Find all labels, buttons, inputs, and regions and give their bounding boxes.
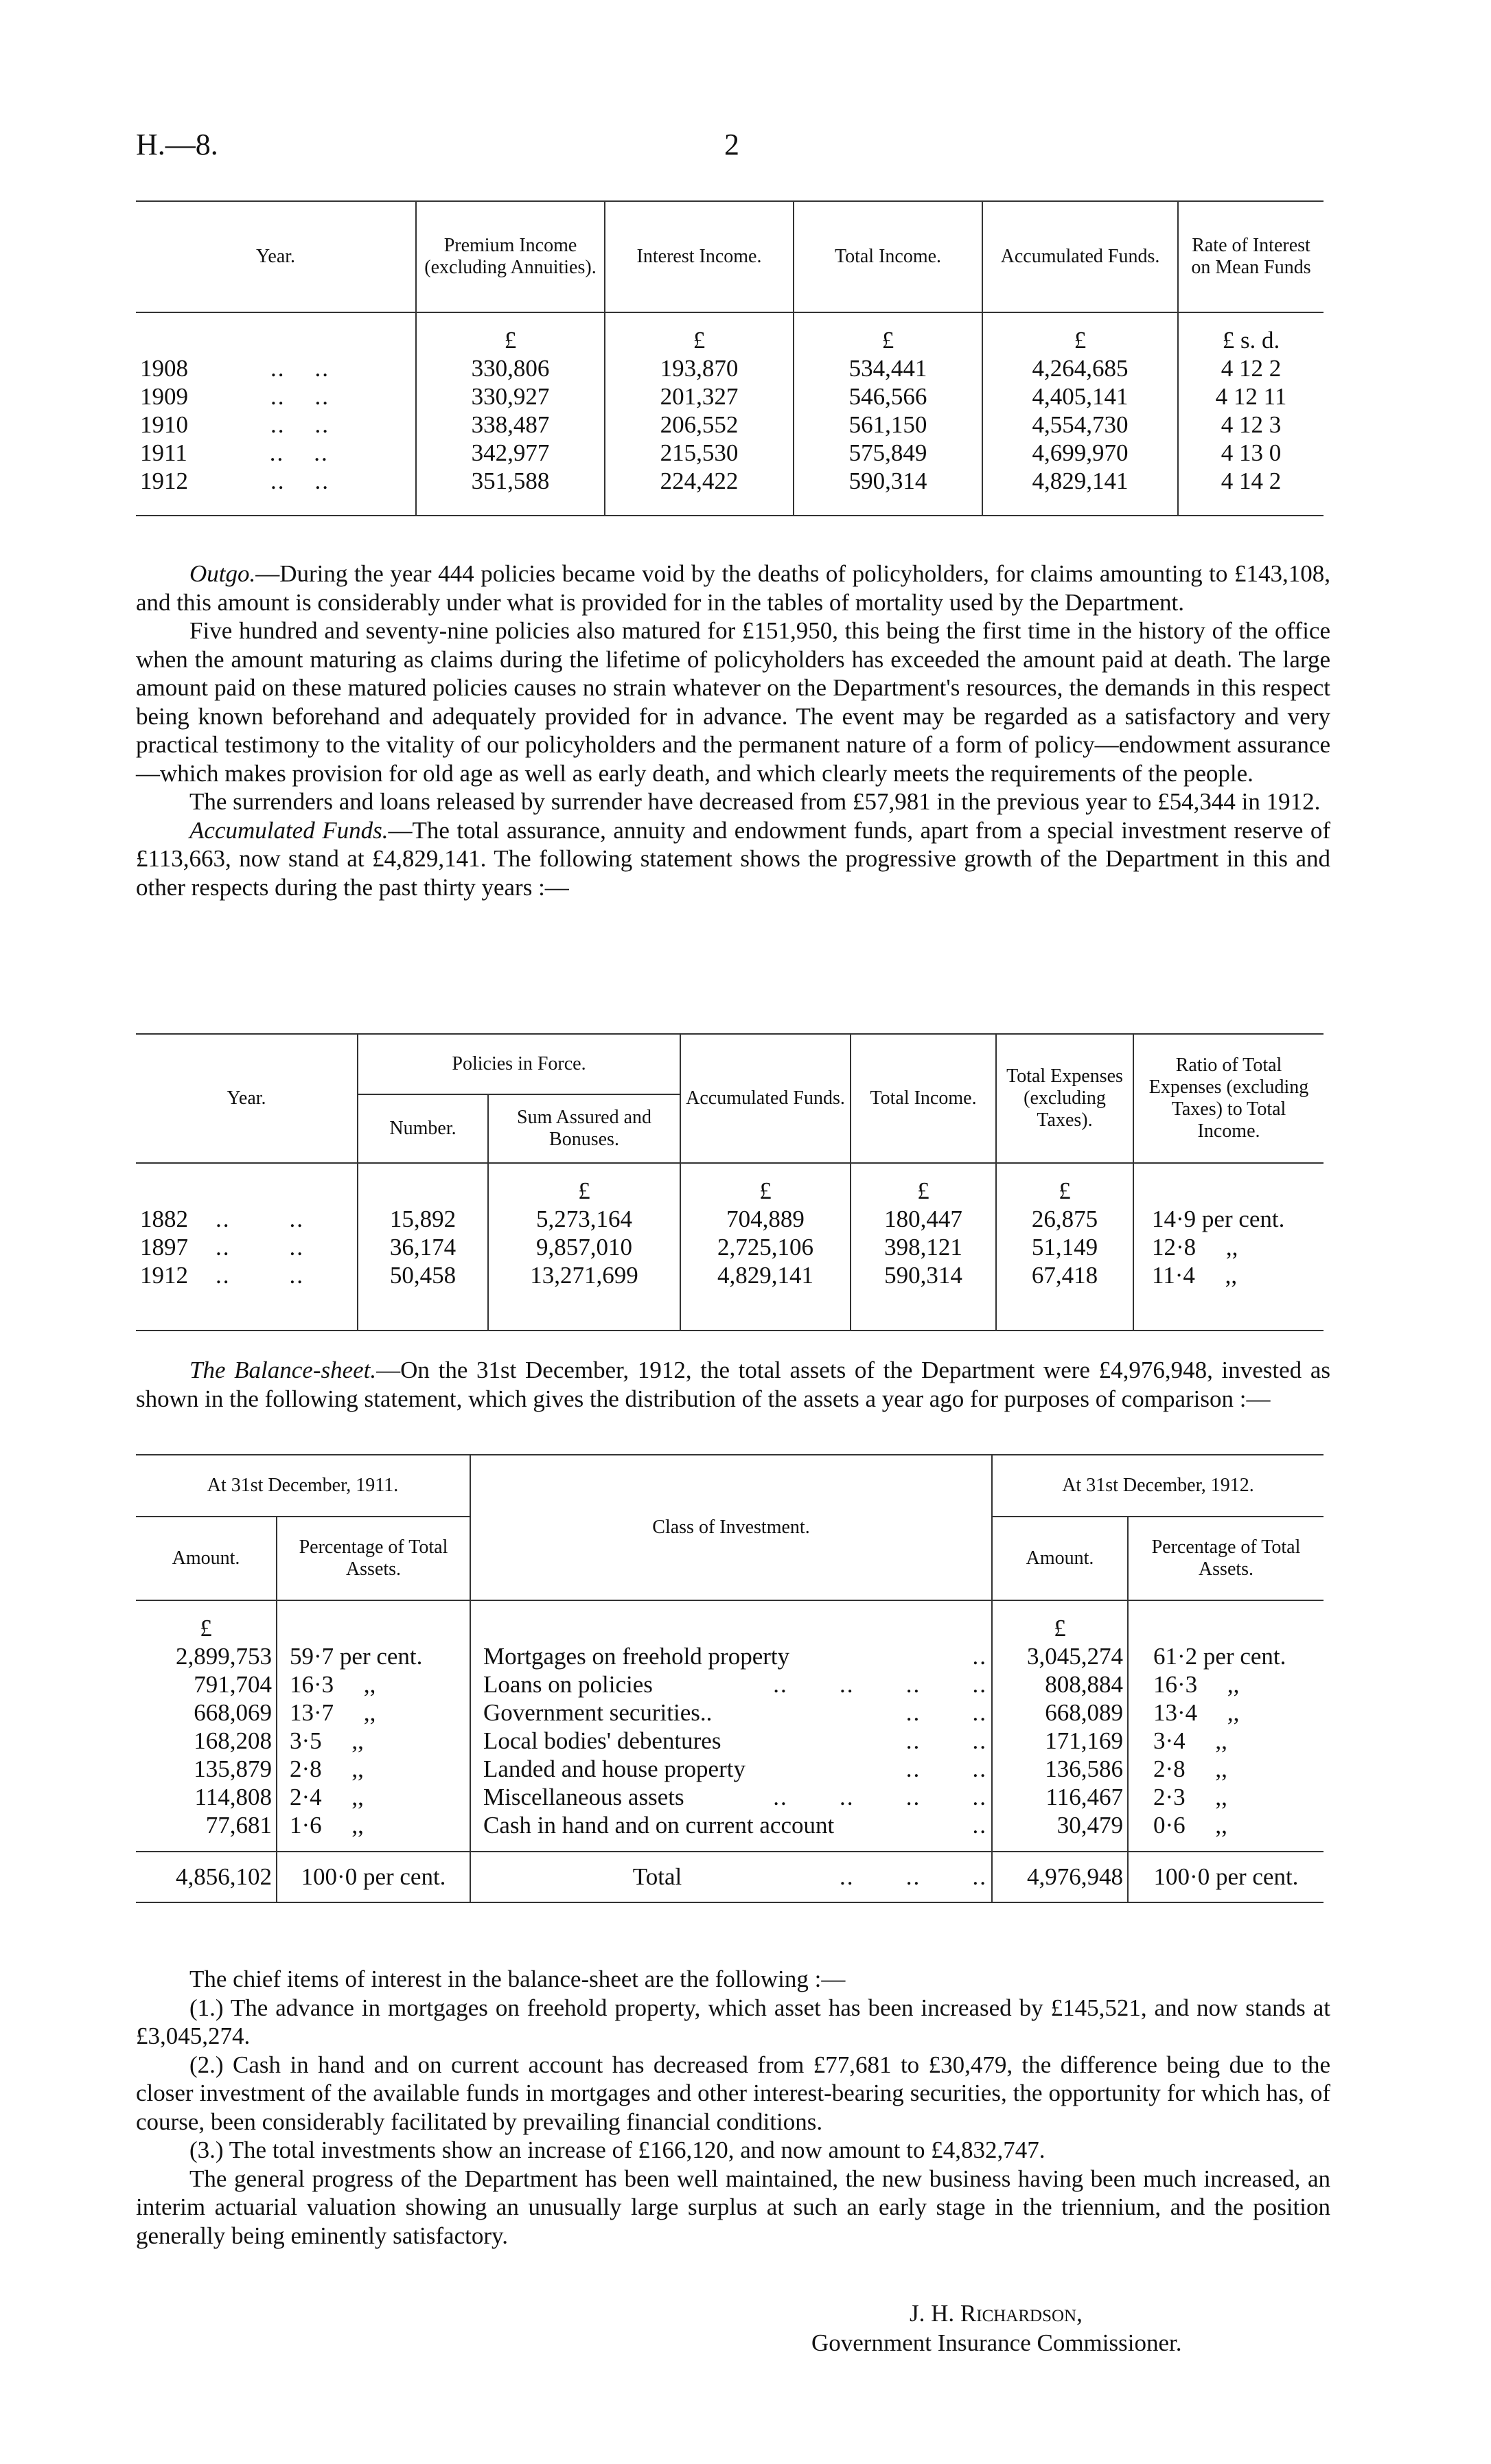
expenses-cell: 26,875 <box>996 1205 1133 1233</box>
signature-name <box>910 2299 1083 2328</box>
balance-table <box>136 1454 1324 1903</box>
growth-table <box>136 1033 1324 1331</box>
unit-pound: £ <box>605 326 794 354</box>
total-row: 4,856,102 100·0 per cent. Total .. .. .. 4,976,948 100·0 per cent. <box>136 1852 1324 1902</box>
income-cell: 180,447 <box>851 1205 996 1233</box>
col-total-expenses: Total Expenses (excluding Taxes). <box>996 1034 1133 1163</box>
interest-cell: 224,422 <box>605 467 794 495</box>
table-row: 1911 .. .. 342,977 215,530 575,849 4,699,970 4 13 0 <box>136 439 1324 467</box>
table-row: 1909 .. .. 330,927 201,327 546,566 4,405,141 4 12 11 <box>136 382 1324 411</box>
col-percentage-1911: Percentage of Total Assets. <box>277 1517 470 1600</box>
total-amount-1912: 4,976,948 <box>992 1852 1128 1902</box>
premium-cell: 351,588 <box>416 467 605 495</box>
ratio-cell: 12·8 ,, <box>1133 1233 1324 1261</box>
rate-cell: 4 12 2 <box>1178 354 1324 382</box>
rate-cell: 4 12 11 <box>1178 382 1324 411</box>
table-row: 1912 .. .. 50,458 13,271,699 4,829,141 590,314 67,418 11·4 ,, <box>136 1261 1324 1289</box>
item-1: (1.) The advance in mortgages on freehold property, which asset has been increased by £145,521, and now stands at £3,045,274. <box>136 1994 1330 2049</box>
table-row: 1912 .. .. 351,588 224,422 590,314 4,829,141 4 14 2 <box>136 467 1324 495</box>
investment-class: Miscellaneous assets <box>483 1784 684 1810</box>
percentage-1911: 59·7 per cent. <box>277 1642 470 1670</box>
col-percentage-1912: Percentage of Total Assets. <box>1128 1517 1324 1600</box>
col-accumulated-funds: Accumulated Funds. <box>982 201 1178 312</box>
outgo-label: Outgo. <box>189 560 256 587</box>
investment-class: Cash in hand and on current account <box>483 1812 835 1839</box>
ratio-cell: 14·9 per cent. <box>1133 1205 1324 1233</box>
rate-cell: 4 13 0 <box>1178 439 1324 467</box>
col-policies-in-force: Policies in Force. <box>358 1034 680 1094</box>
investment-class: Local bodies' debentures <box>483 1727 721 1754</box>
balance-sheet-paragraph: —On the 31st December, 1912, the total assets of the Department were £4,976,948, invested as shown in the following statement, which gives the distribution of the assets a year ago for purposes of comparison :— <box>136 1357 1330 1412</box>
document-code: H.—8. <box>136 128 218 161</box>
year: 1882 <box>140 1206 188 1232</box>
income-cell: 398,121 <box>851 1233 996 1261</box>
funds-label: Accumulated Funds. <box>189 816 389 844</box>
percentage-1912: 13·4 ,, <box>1128 1699 1324 1727</box>
table-row: 668,069 13·7 ,, Government securities.. .. .. 668,089 13·4 ,, <box>136 1699 1324 1727</box>
total-amount-1911: 4,856,102 <box>176 1863 272 1890</box>
total-percentage-1911: 100·0 per cent. <box>277 1852 470 1902</box>
table-row: 77,681 1·6 ,, Cash in hand and on current account .. 30,479 0·6 ,, <box>136 1811 1324 1839</box>
col-premium-income: Premium Income (excluding Annuities). <box>416 201 605 312</box>
page-number: 2 <box>724 128 739 161</box>
amount-1912: 668,089 <box>992 1699 1128 1727</box>
investment-class: Government securities.. <box>483 1699 713 1726</box>
interest-cell: 206,552 <box>605 411 794 439</box>
funds-cell: 4,554,730 <box>982 411 1178 439</box>
general-progress-paragraph: The general progress of the Department has been well maintained, the new business having been much increased, an interim actuarial valuation showing an unusually large surplus at such an early stage in the triennium, and the position generally being eminently satisfactory. <box>136 2165 1330 2249</box>
percentage-1911: 1·6 ,, <box>277 1811 470 1839</box>
year: 1908 <box>140 355 188 382</box>
percentage-1911: 16·3 ,, <box>277 1670 470 1699</box>
year: 1909 <box>140 383 188 410</box>
col-rate-of-interest: Rate of Interest on Mean Funds <box>1178 201 1324 312</box>
percentage-1912: 61·2 per cent. <box>1128 1642 1324 1670</box>
funds-cell: 4,699,970 <box>982 439 1178 467</box>
unit-pound: £ <box>996 1177 1133 1205</box>
total-cell: 575,849 <box>794 439 982 467</box>
col-accumulated-funds: Accumulated Funds. <box>680 1034 851 1163</box>
amount-1911: 114,808 <box>194 1784 272 1810</box>
funds-cell: 704,889 <box>680 1205 851 1233</box>
unit-lsd: £ s. d. <box>1178 326 1324 354</box>
funds-cell: 4,829,141 <box>680 1261 851 1289</box>
unit-pound: £ <box>680 1177 851 1205</box>
table-row: 791,704 16·3 ,, Loans on policies .. .. .. .. 808,884 16·3 ,, <box>136 1670 1324 1699</box>
expenses-cell: 51,149 <box>996 1233 1133 1261</box>
premium-cell: 330,806 <box>416 354 605 382</box>
col-amount-1911: Amount. <box>172 1547 240 1569</box>
number-cell: 15,892 <box>358 1205 488 1233</box>
unit-pound: £ <box>416 326 605 354</box>
table-row: 1897 .. .. 36,174 9,857,010 2,725,106 398,121 51,149 12·8 ,, <box>136 1233 1324 1261</box>
percentage-1911: 2·8 ,, <box>277 1755 470 1783</box>
investment-class: Mortgages on freehold property <box>483 1643 790 1670</box>
table-row: 114,808 2·4 ,, Miscellaneous assets .. .. .. .. 116,467 2·3 ,, <box>136 1783 1324 1811</box>
year: 1910 <box>140 411 188 438</box>
col-amount-1912: Amount. <box>992 1517 1128 1600</box>
item-2: (2.) Cash in hand and on current account has decreased from £77,681 to £30,479, the difference being due to the closer investment of the available funds in mortgages and other interest-bearing securities, the opportunity for which has, of course, been considerably facilitated by prevailing financial conditions. <box>136 2051 1330 2135</box>
total-cell: 546,566 <box>794 382 982 411</box>
expenses-cell: 67,418 <box>996 1261 1133 1289</box>
table-row: 135,879 2·8 ,, Landed and house property .. .. 136,586 2·8 ,, <box>136 1755 1324 1783</box>
total-cell: 534,441 <box>794 354 982 382</box>
year: 1897 <box>140 1234 188 1260</box>
sum-cell: 5,273,164 <box>488 1205 680 1233</box>
matured-paragraph: Five hundred and seventy-nine policies also matured for £151,950, this being the first time in the history of the office when the amount maturing as claims during the lifetime of policyholders has exceeded the amount paid at death. The large amount paid on these matured policies causes no strain whatever on the Department's resources, the demands in this respect being known beforehand and adequately provided for in advance. The event may be regarded as a satisfactory and very practical testimony to the vitality of our policyholders and the permanent nature of a form of policy—endowment assurance—which makes provision for old age as well as early death, and which clearly meets the requirements of the people. <box>136 617 1330 787</box>
header-1911: At 31st December, 1911. <box>136 1455 470 1517</box>
item-3: (3.) The total investments show an increase of £166,120, and now amount to £4,832,747. <box>189 2137 1045 2163</box>
col-total-income: Total Income. <box>851 1034 996 1163</box>
percentage-1912: 3·4 ,, <box>1128 1727 1324 1755</box>
interest-cell: 193,870 <box>605 354 794 382</box>
amount-1912: 808,884 <box>992 1670 1128 1699</box>
amount-1912: 3,045,274 <box>992 1642 1128 1670</box>
surrenders-paragraph: The surrenders and loans released by surrender have decreased from £57,981 in the previous year to £54,344 in 1912. <box>189 788 1321 815</box>
funds-cell: 4,405,141 <box>982 382 1178 411</box>
percentage-1912: 16·3 ,, <box>1128 1670 1324 1699</box>
amount-1911: 168,208 <box>194 1727 272 1754</box>
outgo-section <box>136 560 1330 901</box>
amount-1911: 2,899,753 <box>176 1643 272 1670</box>
signatory: J. H. Richardson, <box>910 2300 1083 2327</box>
year: 1911 <box>140 439 187 466</box>
chief-items-intro: The chief items of interest in the balance-sheet are the following :— <box>189 1966 846 1992</box>
amount-1911: 791,704 <box>194 1671 272 1698</box>
amount-1912: 171,169 <box>992 1727 1128 1755</box>
number-cell: 50,458 <box>358 1261 488 1289</box>
total-cell: 590,314 <box>794 467 982 495</box>
unit-pound: £ <box>992 1614 1128 1642</box>
table-row: 2,899,753 59·7 per cent. Mortgages on freehold property .. 3,045,274 61·2 per cent. <box>136 1642 1324 1670</box>
funds-paragraph: —The total assurance, annuity and endowment funds, apart from a special investment reserve of £113,663, now stand at £4,829,141. The following statement shows the progressive growth of the Department in this and other respects during the past thirty years :— <box>136 816 1330 901</box>
amount-1912: 136,586 <box>992 1755 1128 1783</box>
unit-pound: £ <box>200 1615 212 1642</box>
table-row: 1908 .. .. 330,806 193,870 534,441 4,264,685 4 12 2 <box>136 354 1324 382</box>
ratio-cell: 11·4 ,, <box>1133 1261 1324 1289</box>
chief-items-section <box>136 1965 1330 2250</box>
sum-cell: 9,857,010 <box>488 1233 680 1261</box>
signature-title: Government Insurance Commissioner. <box>811 2329 1182 2356</box>
premium-cell: 342,977 <box>416 439 605 467</box>
table-row: 168,208 3·5 ,, Local bodies' debentures .. .. 171,169 3·4 ,, <box>136 1727 1324 1755</box>
col-sum-assured: Sum Assured and Bonuses. <box>488 1094 680 1163</box>
percentage-1912: 0·6 ,, <box>1128 1811 1324 1839</box>
amount-1911: 135,879 <box>194 1755 272 1782</box>
unit-pound: £ <box>851 1177 996 1205</box>
balance-sheet-label: The Balance-sheet. <box>189 1357 377 1383</box>
premium-cell: 330,927 <box>416 382 605 411</box>
sum-cell: 13,271,699 <box>488 1261 680 1289</box>
interest-cell: 215,530 <box>605 439 794 467</box>
year: 1912 <box>140 1262 188 1289</box>
income-cell: 590,314 <box>851 1261 996 1289</box>
number-cell: 36,174 <box>358 1233 488 1261</box>
total-percentage-1912: 100·0 per cent. <box>1128 1852 1324 1902</box>
investment-class: Loans on policies <box>483 1671 653 1698</box>
year: 1912 <box>140 468 188 494</box>
table-row: 1882 .. .. 15,892 5,273,164 704,889 180,447 26,875 14·9 per cent. <box>136 1205 1324 1233</box>
unit-pound: £ <box>794 326 982 354</box>
premium-cell: 338,487 <box>416 411 605 439</box>
amount-1912: 30,479 <box>992 1811 1128 1839</box>
unit-pound: £ <box>982 326 1178 354</box>
unit-pound: £ <box>488 1177 680 1205</box>
rate-cell: 4 14 2 <box>1178 467 1324 495</box>
col-expense-ratio: Ratio of Total Expenses (excluding Taxes) to Total Income. <box>1133 1034 1324 1163</box>
table-row: 1910 .. .. 338,487 206,552 561,150 4,554,730 4 12 3 <box>136 411 1324 439</box>
outgo-paragraph: —During the year 444 policies became void by the deaths of policyholders, for claims amounting to £143,108, and this amount is considerably under what is provided for in the tables of mortality used by the Department. <box>136 560 1330 616</box>
amount-1911: 668,069 <box>194 1699 272 1726</box>
col-year: Year. <box>227 1087 266 1109</box>
total-label: Total <box>632 1863 682 1890</box>
funds-cell: 2,725,106 <box>680 1233 851 1261</box>
income-table <box>136 200 1324 516</box>
percentage-1912: 2·3 ,, <box>1128 1783 1324 1811</box>
col-total-income: Total Income. <box>794 201 982 312</box>
percentage-1912: 2·8 ,, <box>1128 1755 1324 1783</box>
percentage-1911: 2·4 ,, <box>277 1783 470 1811</box>
total-cell: 561,150 <box>794 411 982 439</box>
amount-1911: 77,681 <box>205 1812 272 1839</box>
col-year: Year. <box>255 246 296 267</box>
col-number: Number. <box>358 1094 488 1163</box>
rate-cell: 4 12 3 <box>1178 411 1324 439</box>
col-class-of-investment: Class of Investment. <box>470 1455 992 1600</box>
percentage-1911: 13·7 ,, <box>277 1699 470 1727</box>
amount-1912: 116,467 <box>992 1783 1128 1811</box>
balance-sheet-section <box>136 1356 1330 1413</box>
interest-cell: 201,327 <box>605 382 794 411</box>
col-interest-income: Interest Income. <box>605 201 794 312</box>
funds-cell: 4,264,685 <box>982 354 1178 382</box>
funds-cell: 4,829,141 <box>982 467 1178 495</box>
header-1912: At 31st December, 1912. <box>992 1455 1324 1517</box>
percentage-1911: 3·5 ,, <box>277 1727 470 1755</box>
investment-class: Landed and house property <box>483 1755 746 1782</box>
